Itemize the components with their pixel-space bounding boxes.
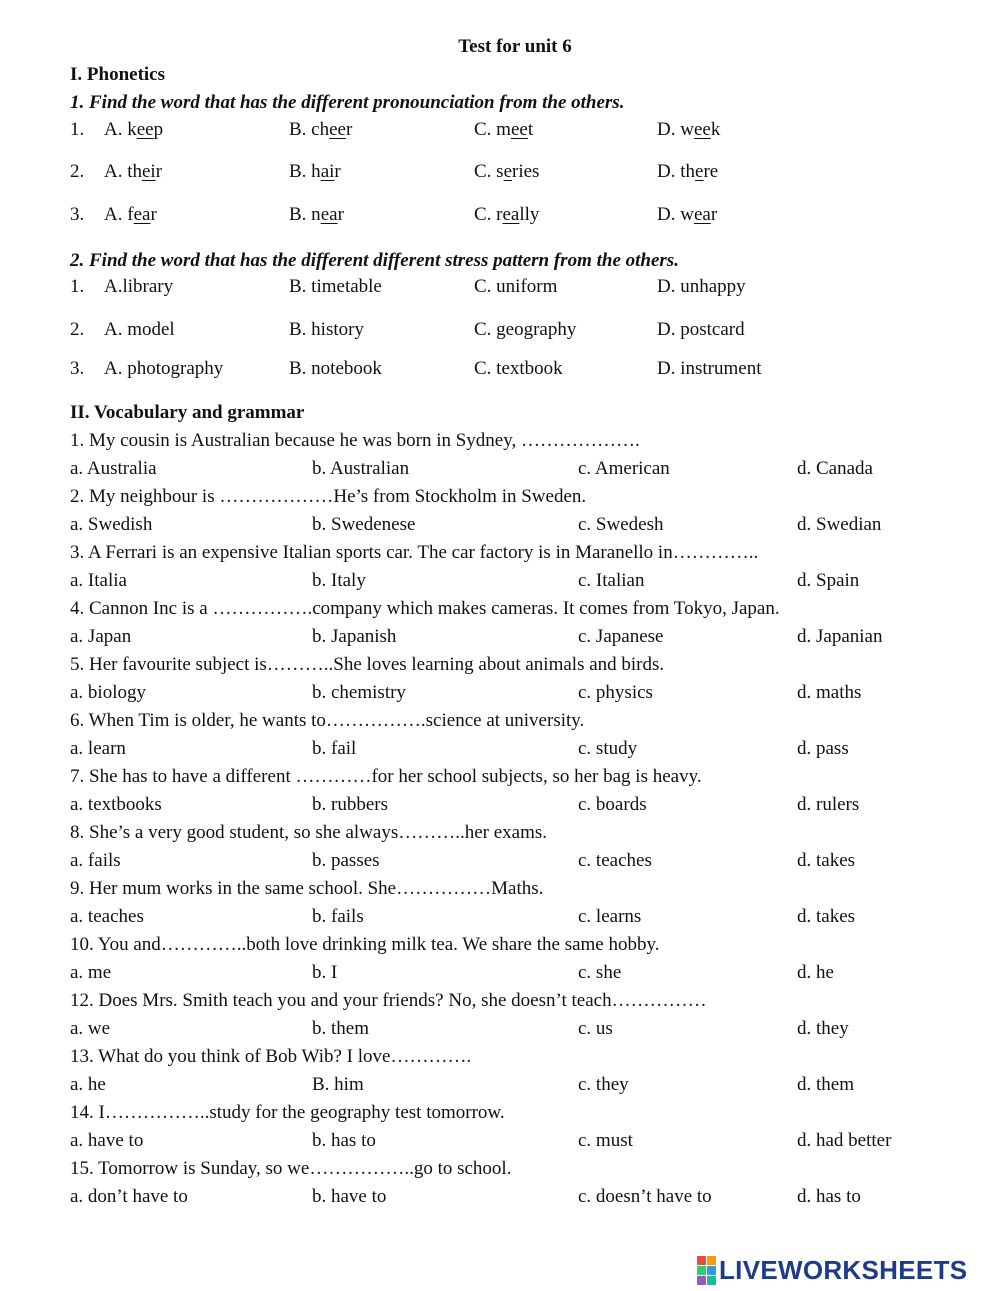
option-word — [474, 161, 539, 183]
question-text: 14. I……………..study for the geography test tomorrow. — [70, 1102, 505, 1123]
question-text: 15. Tomorrow is Sunday, so we……………..go to school. — [70, 1158, 512, 1179]
answer-option: a. Italia — [70, 570, 127, 591]
option-word: D. unhappy — [657, 276, 746, 297]
section-phonetics-heading: I. Phonetics — [70, 64, 165, 85]
word-prefix: C. r — [474, 204, 503, 225]
answer-options-row — [0, 514, 1000, 540]
answer-option: d. had better — [797, 1130, 892, 1151]
item-number: 2. — [70, 319, 85, 340]
answer-options-row — [0, 682, 1000, 708]
answer-option: d. takes — [797, 850, 856, 871]
answer-options-row — [0, 1186, 1000, 1212]
answer-option: c. study — [578, 738, 638, 759]
answer-option: a. Australia — [70, 458, 157, 479]
word-suffix: r — [710, 204, 718, 225]
answer-option: c. Italian — [578, 570, 645, 591]
answer-option: b. have to — [312, 1186, 387, 1207]
option-word: C. geography — [474, 319, 577, 340]
answer-option: c. teaches — [578, 850, 652, 871]
answer-option: c. boards — [578, 794, 647, 815]
word-suffix: r — [345, 119, 353, 140]
answer-option: d. Canada — [797, 458, 873, 479]
word-suffix: r — [337, 204, 344, 225]
section-vocabulary-heading: II. Vocabulary and grammar — [70, 402, 305, 423]
logo-block — [697, 1266, 706, 1275]
question-text: 12. Does Mrs. Smith teach you and your friends? No, she doesn’t teach…………… — [70, 990, 707, 1011]
word-suffix: p — [153, 119, 164, 140]
answer-option: b. Italy — [312, 570, 366, 591]
answer-option: c. learns — [578, 906, 642, 927]
underlined-sound: ee — [329, 119, 346, 140]
option-word: C. textbook — [474, 358, 563, 379]
answer-option: a. Japan — [70, 626, 132, 647]
word-suffix: re — [703, 161, 719, 182]
item-number: 2. — [70, 161, 85, 182]
item-number: 3. — [70, 204, 85, 225]
question-text: 6. When Tim is older, he wants to…………….science at university. — [70, 710, 585, 731]
liveworksheets-logo — [697, 1255, 967, 1285]
answer-option: d. Swedian — [797, 514, 882, 535]
underlined-sound: ea — [502, 204, 520, 225]
answer-options-row — [0, 1074, 1000, 1100]
item-number: 1. — [70, 119, 85, 140]
logo-block — [707, 1266, 716, 1275]
logo-block — [707, 1276, 716, 1285]
option-word — [289, 119, 352, 141]
word-suffix: t — [527, 119, 534, 140]
option-word — [657, 119, 720, 141]
question-text: 13. What do you think of Bob Wib? I love…………. — [70, 1046, 472, 1067]
word-prefix: A. th — [104, 161, 142, 182]
logo-block — [697, 1276, 706, 1285]
logo-icon — [697, 1256, 716, 1285]
underlined-sound: ei — [142, 161, 156, 182]
answer-option: b. rubbers — [312, 794, 388, 815]
word-prefix: B. n — [289, 204, 321, 225]
pronunciation-row — [0, 119, 1000, 145]
question-text: 5. Her favourite subject is………..She loves learning about animals and birds. — [70, 654, 665, 675]
answer-option: c. must — [578, 1130, 633, 1151]
answer-option: c. physics — [578, 682, 653, 703]
answer-option: b. Swedenese — [312, 514, 416, 535]
pronunciation-row — [0, 161, 1000, 187]
answer-option: a. learn — [70, 738, 126, 759]
option-word: C. uniform — [474, 276, 558, 297]
option-word: B. history — [289, 319, 364, 340]
word-suffix: r — [155, 161, 163, 182]
answer-option: d. takes — [797, 906, 856, 927]
question-text: 2. My neighbour is ………………He’s from Stockholm in Sweden. — [70, 486, 587, 507]
answer-option: c. she — [578, 962, 622, 983]
question-text: 7. She has to have a different …………for her school subjects, so her bag is heavy. — [70, 766, 702, 787]
answer-option: d. Japanian — [797, 626, 883, 647]
phonetics-instruction-2: 2. Find the word that has the different different stress pattern from the others. — [70, 250, 679, 271]
answer-option: a. teaches — [70, 906, 144, 927]
option-word: A. photography — [104, 358, 224, 379]
answer-option: b. has to — [312, 1130, 376, 1151]
word-prefix: C. m — [474, 119, 511, 140]
question-text: 3. A Ferrari is an expensive Italian sports car. The car factory is in Maranello in………….. — [70, 542, 759, 563]
word-prefix: D. th — [657, 161, 695, 182]
word-prefix: D. w — [657, 204, 694, 225]
answer-option: d. maths — [797, 682, 862, 703]
answer-options-row — [0, 570, 1000, 596]
answer-option: b. fails — [312, 906, 364, 927]
answer-option: b. chemistry — [312, 682, 406, 703]
underlined-sound: e — [695, 161, 704, 182]
answer-options-row — [0, 962, 1000, 988]
stress-row — [0, 276, 1000, 302]
answer-option: c. us — [578, 1018, 613, 1039]
option-word: A. model — [104, 319, 175, 340]
answer-options-row — [0, 738, 1000, 764]
answer-options-row — [0, 906, 1000, 932]
option-word — [289, 161, 341, 183]
option-word — [657, 161, 718, 183]
word-prefix: A. k — [104, 119, 137, 140]
word-prefix: C. s — [474, 161, 504, 182]
answer-option: c. American — [578, 458, 670, 479]
page-title: Test for unit 6 — [458, 36, 572, 57]
answer-option: b. Japanish — [312, 626, 397, 647]
answer-option: a. fails — [70, 850, 121, 871]
option-word — [474, 204, 539, 226]
question-text: 9. Her mum works in the same school. She……………Maths. — [70, 878, 544, 899]
logo-text: LIVEWORKSHEETS — [719, 1254, 968, 1285]
answer-option: b. I — [312, 962, 338, 983]
question-text: 1. My cousin is Australian because he was born in Sydney, ………………. — [70, 430, 640, 451]
answer-option: a. Swedish — [70, 514, 153, 535]
underlined-sound: ea — [133, 204, 151, 225]
answer-options-row — [0, 626, 1000, 652]
word-suffix: ries — [512, 161, 540, 182]
option-word — [104, 119, 163, 141]
answer-option: b. fail — [312, 738, 357, 759]
answer-options-row — [0, 850, 1000, 876]
logo-block — [707, 1256, 716, 1265]
answer-option: c. Japanese — [578, 626, 664, 647]
item-number: 1. — [70, 276, 85, 297]
option-word: D. postcard — [657, 319, 745, 340]
answer-option: c. Swedesh — [578, 514, 664, 535]
answer-option: c. they — [578, 1074, 629, 1095]
option-word: A.library — [104, 276, 174, 297]
answer-option: a. he — [70, 1074, 106, 1095]
answer-option: d. he — [797, 962, 834, 983]
answer-options-row — [0, 458, 1000, 484]
word-prefix: D. w — [657, 119, 694, 140]
answer-option: d. them — [797, 1074, 854, 1095]
question-text: 10. You and…………..both love drinking milk tea. We share the same hobby. — [70, 934, 660, 955]
answer-option: d. pass — [797, 738, 849, 759]
answer-option: c. doesn’t have to — [578, 1186, 712, 1207]
question-text: 8. She’s a very good student, so she always………..her exams. — [70, 822, 548, 843]
answer-option: b. passes — [312, 850, 380, 871]
word-prefix: B. h — [289, 161, 321, 182]
answer-option: a. biology — [70, 682, 146, 703]
option-word: D. instrument — [657, 358, 762, 379]
answer-option: a. don’t have to — [70, 1186, 188, 1207]
option-word: B. timetable — [289, 276, 382, 297]
word-prefix: A. f — [104, 204, 134, 225]
underlined-sound: e — [503, 161, 513, 182]
word-prefix: B. ch — [289, 119, 330, 140]
option-word — [104, 204, 157, 226]
answer-option: B. him — [312, 1074, 364, 1095]
word-suffix: r — [150, 204, 157, 225]
underlined-sound: ee — [136, 119, 154, 140]
question-text: 4. Cannon Inc is a …………….company which makes cameras. It comes from Tokyo, Japan. — [70, 598, 780, 619]
word-suffix: k — [710, 119, 721, 140]
underlined-sound: ee — [693, 119, 711, 140]
item-number: 3. — [70, 358, 85, 379]
answer-option: d. rulers — [797, 794, 860, 815]
option-word: B. notebook — [289, 358, 382, 379]
answer-option: a. me — [70, 962, 112, 983]
underlined-sound: ea — [693, 204, 711, 225]
underlined-sound: ee — [510, 119, 528, 140]
answer-options-row — [0, 794, 1000, 820]
option-word — [657, 204, 717, 226]
phonetics-instruction-1: 1. Find the word that has the different pronounciation from the others. — [70, 92, 625, 113]
underlined-sound: ai — [320, 161, 335, 182]
word-suffix: lly — [519, 204, 540, 225]
option-word — [104, 161, 162, 183]
answer-option: d. Spain — [797, 570, 860, 591]
answer-option: a. textbooks — [70, 794, 162, 815]
answer-options-row — [0, 1018, 1000, 1044]
option-word — [289, 204, 344, 226]
stress-row — [0, 319, 1000, 345]
answer-option: d. they — [797, 1018, 849, 1039]
answer-option: d. has to — [797, 1186, 861, 1207]
underlined-sound: ea — [320, 204, 338, 225]
answer-options-row — [0, 1130, 1000, 1156]
answer-option: b. Australian — [312, 458, 410, 479]
answer-option: a. we — [70, 1018, 111, 1039]
option-word — [474, 119, 533, 141]
pronunciation-row — [0, 204, 1000, 230]
answer-option: b. them — [312, 1018, 369, 1039]
stress-row — [0, 358, 1000, 384]
answer-option: a. have to — [70, 1130, 144, 1151]
logo-block — [697, 1256, 706, 1265]
word-suffix: r — [334, 161, 341, 182]
